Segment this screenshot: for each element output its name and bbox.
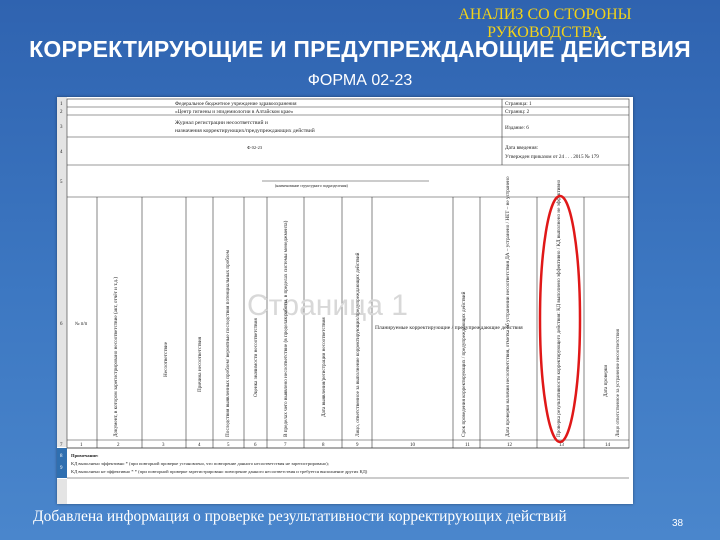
row-number: 7 <box>60 443 63 448</box>
column-header: Последствия выявленных проблем/ вероятные последствия потенциальных проблем <box>225 250 231 437</box>
column-header: Оценка значимости несоответствия <box>253 318 259 397</box>
column-header: Проверка результативности корректирующего действия: КД выполнено эффективно / КД выполнено не эффективно <box>556 179 562 437</box>
column-header: Планируемые корректирующие / предупреждающие действия <box>375 325 523 331</box>
date-label: Дата введения: <box>505 145 539 151</box>
column-header: Документ, в котором зарегистрировано несоответствие (акт, отчёт и т.д.) <box>113 276 119 437</box>
column-number: 13 <box>559 443 564 448</box>
notes-title: Примечание: <box>71 453 99 458</box>
row6-label: № п/п <box>75 322 88 327</box>
journal-title-1: Журнал регистрации несоответствий и <box>175 120 268 126</box>
column-header: Срок проведения корректирующих / предупреждающих действий <box>461 291 467 437</box>
column-number: 1 <box>80 443 83 448</box>
column-number: 4 <box>198 443 201 448</box>
section-tag: АНАЛИЗ СО СТОРОНЫ РУКОВОДСТВА <box>458 6 632 41</box>
row-number: 4 <box>60 150 63 155</box>
slide-title: КОРРЕКТИРУЮЩИЕ И ПРЕДУПРЕЖДАЮЩИЕ ДЕЙСТВИЯ <box>29 36 691 62</box>
page-watermark: Страница 1 <box>247 289 408 322</box>
column-header: В пределах чего выявлено несоответствие (в пределах работы, в пределах системы менеджмента) <box>283 220 289 437</box>
column-number: 14 <box>605 443 610 448</box>
row-number: 6 <box>60 322 63 327</box>
form-code: Ф 02-23 <box>247 145 263 150</box>
column-number: 9 <box>356 443 359 448</box>
row-number: 9 <box>60 466 63 471</box>
column-number: 8 <box>322 443 325 448</box>
column-header: Дата выявления/регистрации несоответствия <box>321 317 327 417</box>
org-line-1: Федеральное бюджетное учреждение здравоохранения <box>175 101 297 107</box>
column-header: Дата проверки <box>603 364 609 397</box>
column-number: 11 <box>465 443 470 448</box>
form-table <box>57 97 633 504</box>
slide-caption: Добавлена информация о проверке результативности корректирующих действий <box>33 508 567 525</box>
form-document <box>57 97 633 504</box>
column-header: Лицо, ответственное за выполнение корректирующих/предупреждающих действий <box>355 252 361 437</box>
column-number: 5 <box>227 443 230 448</box>
column-number: 6 <box>254 443 257 448</box>
column-number: 2 <box>117 443 120 448</box>
row-number: 1 <box>60 102 63 107</box>
note-line: КД выполнено не эффективно * * (при повторной проверке зарегистрировано повторение данного несоответствия и требуется выполнение других КД) <box>71 469 368 474</box>
column-header: Дата проверки наличия несоответствия, отметка об устранении несоответствия ДА – устранено / НЕТ – не устранено <box>505 176 511 437</box>
org-line-2: «Центр гигиены и эпидемиологии в Алтайском крае» <box>175 109 294 115</box>
column-header: Несоответствие <box>163 341 169 377</box>
row-number: 8 <box>60 454 63 459</box>
column-number: 7 <box>284 443 287 448</box>
approved-label: Утвержден приказом от 24 . . . 2015 № 179 <box>505 154 599 160</box>
column-number: 3 <box>162 443 165 448</box>
pages-label: Страниц: 2 <box>505 109 530 115</box>
form-title: ФОРМА 02-23 <box>307 72 413 89</box>
column-number: 12 <box>507 443 512 448</box>
column-header: Лицо ответственное за устранение несоответствия <box>616 329 621 437</box>
row-number: 5 <box>60 180 63 185</box>
column-number: 10 <box>410 443 415 448</box>
unit-hint: (наименование структурного подразделения) <box>275 184 348 188</box>
page-label: Страница: 1 <box>505 101 532 107</box>
row-number: 2 <box>60 110 63 115</box>
row-number: 3 <box>60 125 63 130</box>
journal-title-2: назначения корректирующих/предупреждающих действий <box>175 128 315 134</box>
column-header: Причина несоответствия <box>197 336 203 392</box>
edition-label: Издание: 6 <box>505 125 529 131</box>
note-line: КД выполнено эффективно * (при повторной проверке установлено, что повторение данного несоответствия не зарегистрировано); <box>71 461 329 466</box>
page-number: 38 <box>672 518 684 529</box>
